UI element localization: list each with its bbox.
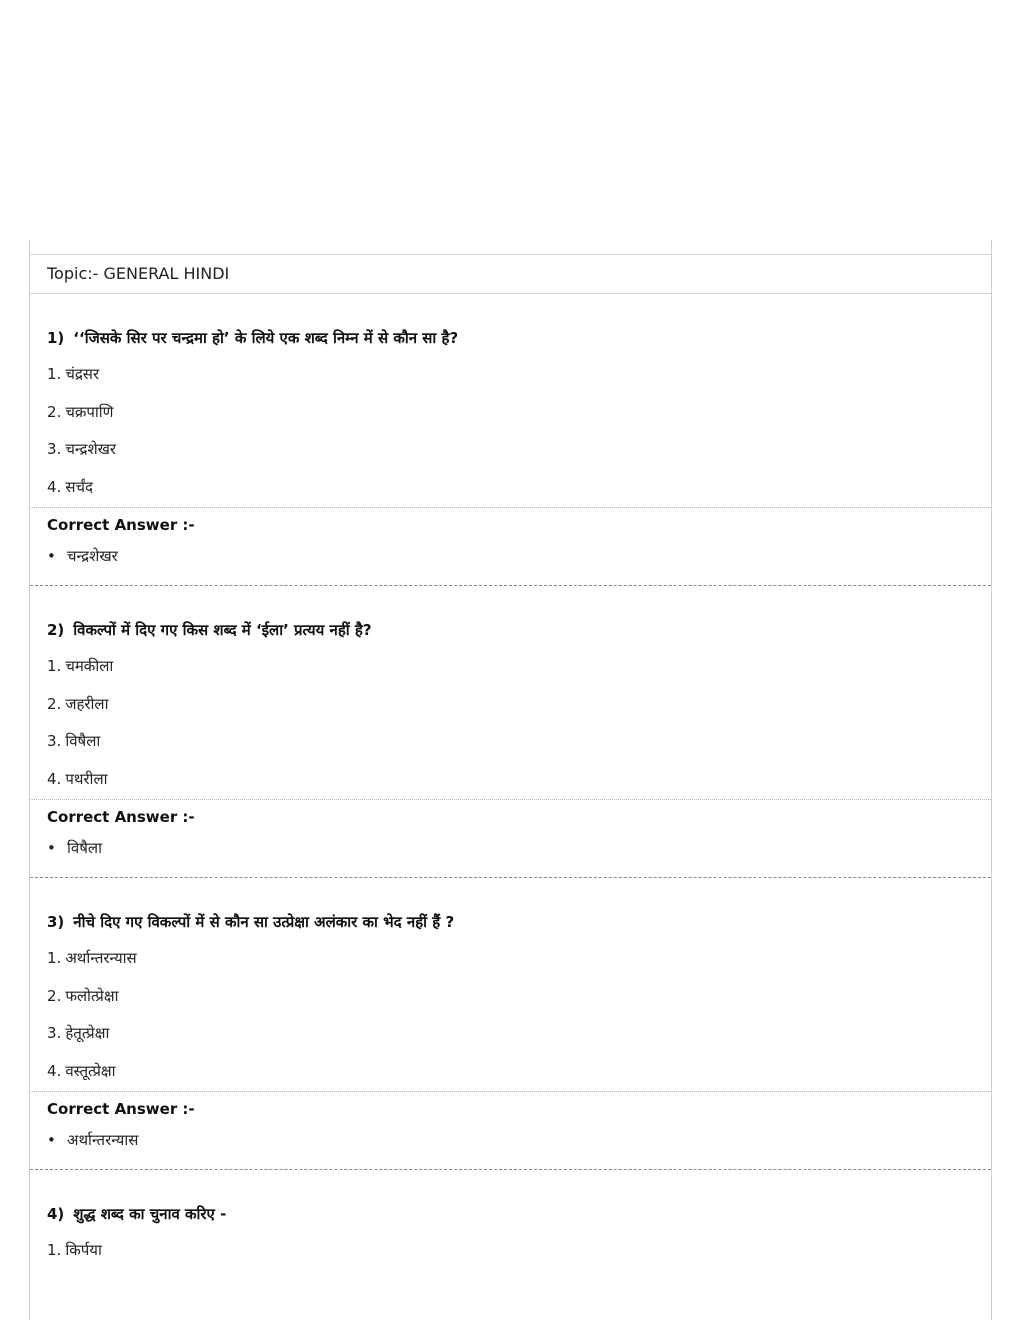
option-item — [30, 431, 991, 469]
option-text: अर्थान्तरन्यास — [65, 949, 137, 967]
option-item — [30, 940, 991, 978]
option-number: 4. — [47, 1061, 62, 1080]
correct-answer-heading: Correct Answer :- — [47, 1100, 195, 1118]
bullet-icon: • — [47, 1131, 56, 1149]
option-number: 4. — [47, 769, 62, 788]
bullet-icon: • — [47, 547, 56, 565]
option-item — [30, 1232, 991, 1270]
option-item — [30, 1015, 991, 1053]
option-text: जहरीला — [65, 694, 109, 713]
option-number: 2. — [47, 986, 62, 1005]
question-heading — [30, 1170, 991, 1232]
question-block — [30, 1170, 991, 1270]
option-number: 3. — [47, 1024, 62, 1042]
question-paper — [29, 240, 992, 1320]
question-block — [30, 878, 991, 1170]
option-number: 3. — [47, 732, 62, 750]
options-list — [30, 356, 991, 506]
option-item — [30, 1053, 991, 1091]
correct-answer-item — [30, 838, 991, 860]
option-text: किर्पया — [65, 1241, 102, 1259]
correct-answer-heading: Correct Answer :- — [47, 516, 195, 534]
question-number: 4) — [47, 1205, 65, 1223]
question-heading — [30, 586, 991, 648]
correct-answer-item — [30, 1130, 991, 1152]
question-text: ‘‘जिसके सिर पर चन्द्रमा हो’ के लिये एक शब्द निम्न में से कौन सा है? — [73, 329, 459, 347]
correct-answer-section — [30, 799, 991, 877]
option-item — [30, 723, 991, 761]
option-text: चमकीला — [65, 657, 114, 675]
option-text: वस्तूत्प्रेक्षा — [65, 1061, 116, 1080]
option-item — [30, 469, 991, 507]
option-number: 3. — [47, 440, 62, 458]
option-item — [30, 978, 991, 1016]
question-number: 1) — [47, 329, 65, 347]
option-number: 1. — [47, 949, 62, 967]
option-item — [30, 648, 991, 686]
option-number: 4. — [47, 477, 62, 496]
question-text: नीचे दिए गए विकल्पों में से कौन सा उत्प्रेक्षा अलंकार का भेद नहीं हैं ? — [73, 913, 455, 931]
option-item — [30, 394, 991, 432]
options-list — [30, 1232, 991, 1270]
question-heading — [30, 878, 991, 940]
question-heading — [30, 294, 991, 356]
question-block — [30, 294, 991, 586]
correct-answer-section — [30, 1091, 991, 1169]
correct-answer-item — [30, 546, 991, 568]
option-text: चक्रपाणि — [65, 402, 114, 421]
option-text: सर्चंद — [65, 477, 93, 496]
option-item — [30, 761, 991, 799]
correct-answer-section — [30, 507, 991, 585]
question-number: 2) — [47, 621, 65, 639]
question-number: 3) — [47, 913, 65, 931]
options-list — [30, 648, 991, 798]
option-number: 1. — [47, 365, 62, 383]
option-number: 1. — [47, 1241, 62, 1259]
correct-answer-heading: Correct Answer :- — [47, 808, 195, 826]
option-number: 1. — [47, 657, 62, 675]
topic-header: Topic:- GENERAL HINDI — [30, 255, 991, 294]
top-divider — [30, 240, 991, 255]
question-text: विकल्पों में दिए गए किस शब्द में ‘ईला’ प्रत्यय नहीं है? — [73, 621, 372, 639]
option-text: विषैला — [65, 732, 101, 750]
option-text: पथरीला — [65, 769, 108, 788]
option-text: चन्द्रशेखर — [65, 440, 117, 458]
option-number: 2. — [47, 694, 62, 713]
option-text: चंद्रसर — [65, 365, 100, 383]
option-number: 2. — [47, 402, 62, 421]
option-item — [30, 356, 991, 394]
bullet-icon: • — [47, 839, 56, 857]
question-block — [30, 586, 991, 878]
correct-answer-text: अर्थान्तरन्यास — [67, 1131, 139, 1149]
correct-answer-text: विषैला — [67, 839, 102, 857]
options-list — [30, 940, 991, 1090]
option-item — [30, 686, 991, 724]
option-text: हेतूत्प्रेक्षा — [65, 1024, 110, 1042]
correct-answer-text: चन्द्रशेखर — [67, 547, 118, 565]
option-text: फलोत्प्रेक्षा — [65, 986, 119, 1005]
question-text: शुद्ध शब्द का चुनाव करिए - — [73, 1205, 227, 1223]
